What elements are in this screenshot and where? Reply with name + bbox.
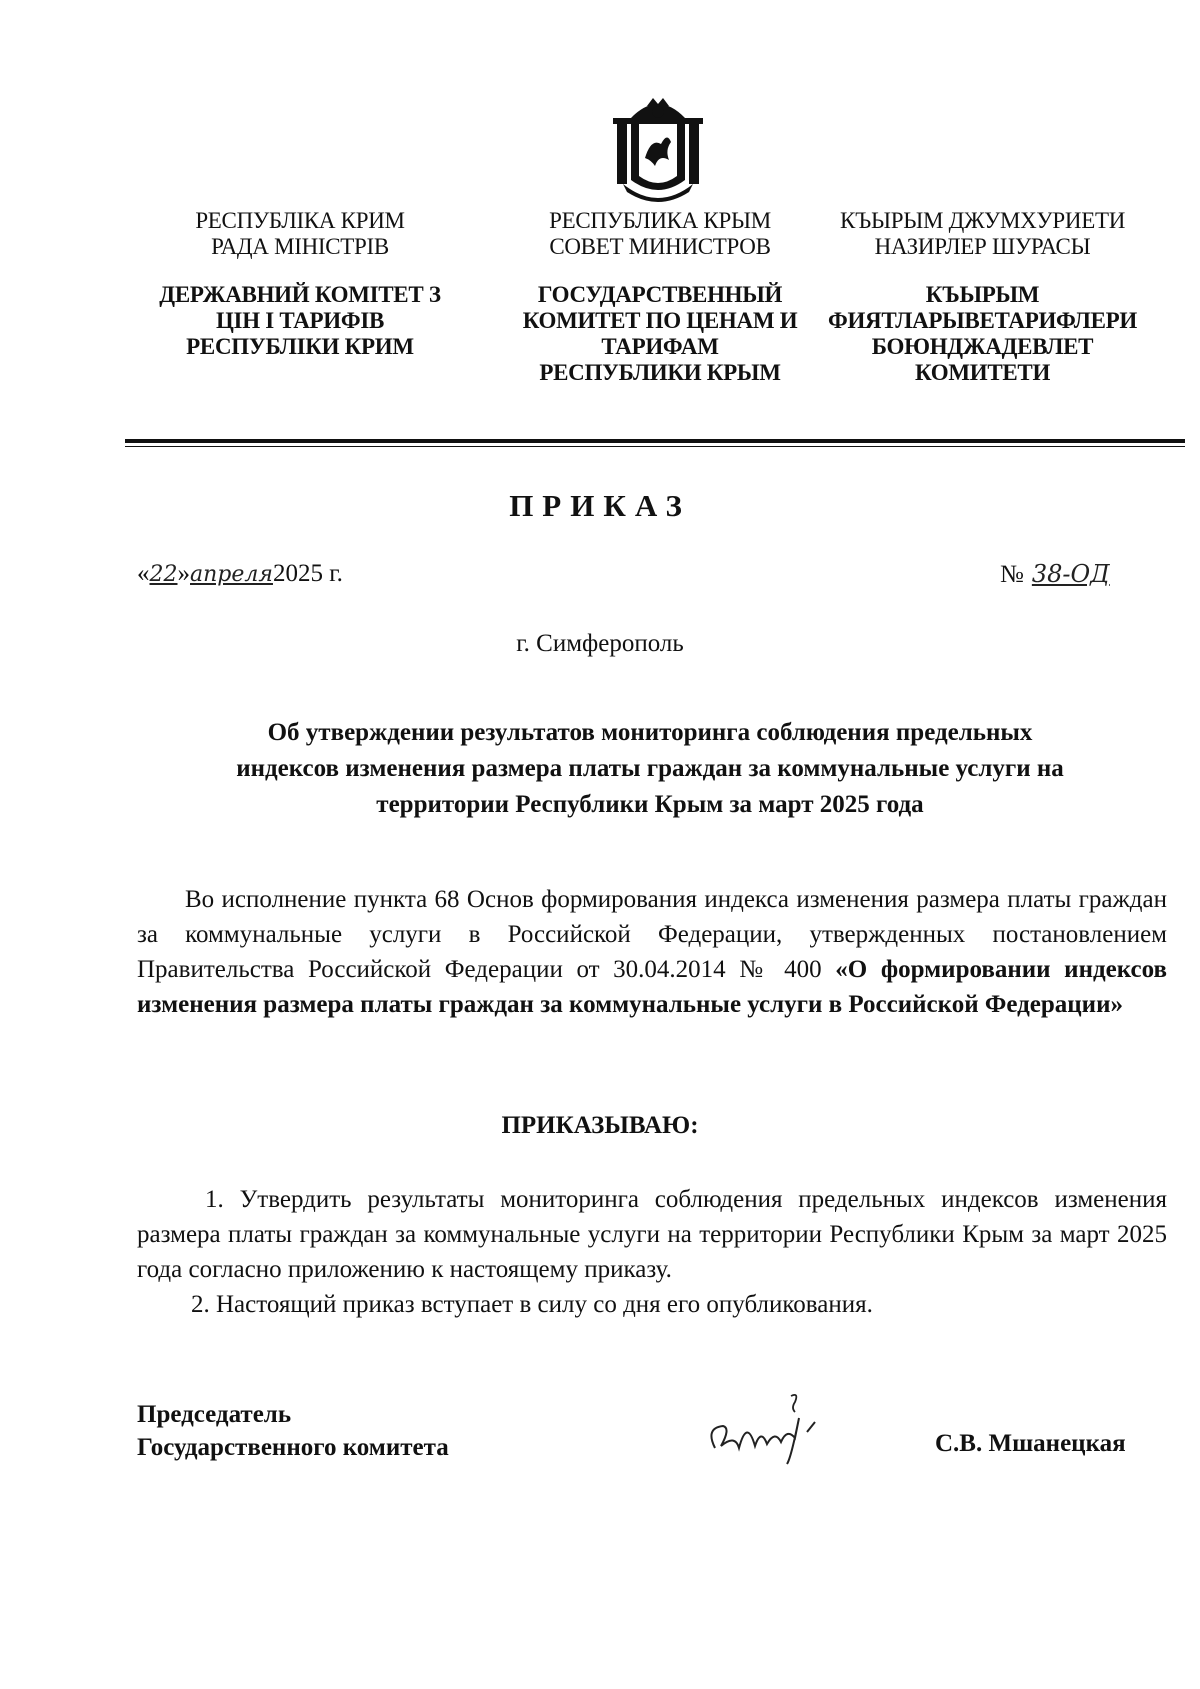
header-line: ЦІН І ТАРИФІВ [215, 308, 385, 333]
header-line: ДЕРЖАВНИЙ КОМІТЕТ З [159, 282, 441, 307]
header-line: КЪЫРЫМ [925, 282, 1040, 307]
header-line: РАДА МІНІСТРІВ [211, 234, 389, 259]
handwritten-signature [695, 1388, 845, 1468]
signatory-name: С.В. Мшанецкая [935, 1430, 1126, 1457]
order-item: 2. Настоящий приказ вступает в силу со дня его опубликования. [191, 1291, 873, 1318]
header-line: РЕСПУБЛІКА КРИМ [195, 208, 405, 233]
date-year: 2025 г. [272, 560, 343, 587]
date-day: 22 [149, 562, 178, 587]
number-value: 38-ОД [1031, 560, 1110, 588]
date-open-quote: « [137, 560, 150, 587]
header-line: КОМИТЕТИ [914, 360, 1051, 385]
header-line: ФИЯТЛАРЫВЕТАРИФЛЕРИ [827, 308, 1137, 333]
header-line: КОМИТЕТ ПО ЦЕНАМ И [522, 308, 798, 333]
header-ukrainian [150, 208, 450, 360]
order-word: ПРИКАЗЫВАЮ: [501, 1112, 699, 1139]
signatory-title-line: Государственного комитета [137, 1434, 449, 1461]
preamble-paragraph [137, 882, 1167, 1022]
header-line: СОВЕТ МИНИСТРОВ [549, 234, 771, 259]
date-close-quote: » [177, 560, 190, 587]
header-line: БОЮНДЖАДЕВЛЕТ [871, 334, 1094, 359]
header-line: ГОСУДАРСТВЕННЫЙ [537, 282, 783, 307]
order-subject [150, 715, 1150, 823]
signatory-title-line: Председатель [137, 1401, 292, 1428]
number-prefix: № [1000, 561, 1024, 588]
date-month: апреля [190, 562, 273, 587]
header-line: РЕСПУБЛИКА КРЫМ [549, 208, 771, 233]
signatory-title [137, 1398, 449, 1464]
header-line: РЕСПУБЛІКИ КРИМ [186, 334, 414, 359]
header-divider [125, 439, 1185, 443]
preamble-bold-text: «О формировании индексов изменения размера платы граждан за коммунальные услуги в Российской Федерации» [137, 956, 1167, 1018]
header-line: НАЗИРЛЕР ШУРАСЫ [874, 234, 1091, 259]
subject-line: Об утверждении результатов мониторинга соблюдения предельных [267, 719, 1033, 746]
document-title: ПРИКАЗ [509, 488, 691, 523]
order-date [137, 560, 343, 588]
header-russian [505, 208, 815, 386]
city: г. Симферополь [516, 630, 684, 657]
header-crimean-tatar [820, 208, 1145, 386]
header-line: КЪЫРЫМ ДЖУМХУРИЕТИ [840, 208, 1125, 233]
crimea-coat-of-arms-icon [601, 88, 715, 206]
order-number [1000, 560, 1110, 589]
header-line: РЕСПУБЛИКИ КРЫМ [539, 360, 781, 385]
subject-line: индексов изменения размера платы граждан за коммунальные услуги на [236, 755, 1064, 782]
order-item: 1. Утвердить результаты мониторинга соблюдения предельных индексов изменения размера платы граждан за коммунальные услуги на территории Республики Крым за март 2025 года согласно приложению к настоящему приказу. [137, 1186, 1167, 1283]
header-line: ТАРИФАМ [601, 334, 719, 359]
header-divider-thin [125, 446, 1185, 447]
subject-line: территории Республики Крым за март 2025 года [376, 791, 924, 818]
order-items [137, 1182, 1167, 1322]
preamble-text: Во исполнение пункта 68 Основ формирования индекса изменения размера платы граждан за коммунальные услуги в Российской Федерации, утвержденных постановлением Правительства Российской Федерации от 30.04.2014 № 400 [137, 886, 1167, 983]
